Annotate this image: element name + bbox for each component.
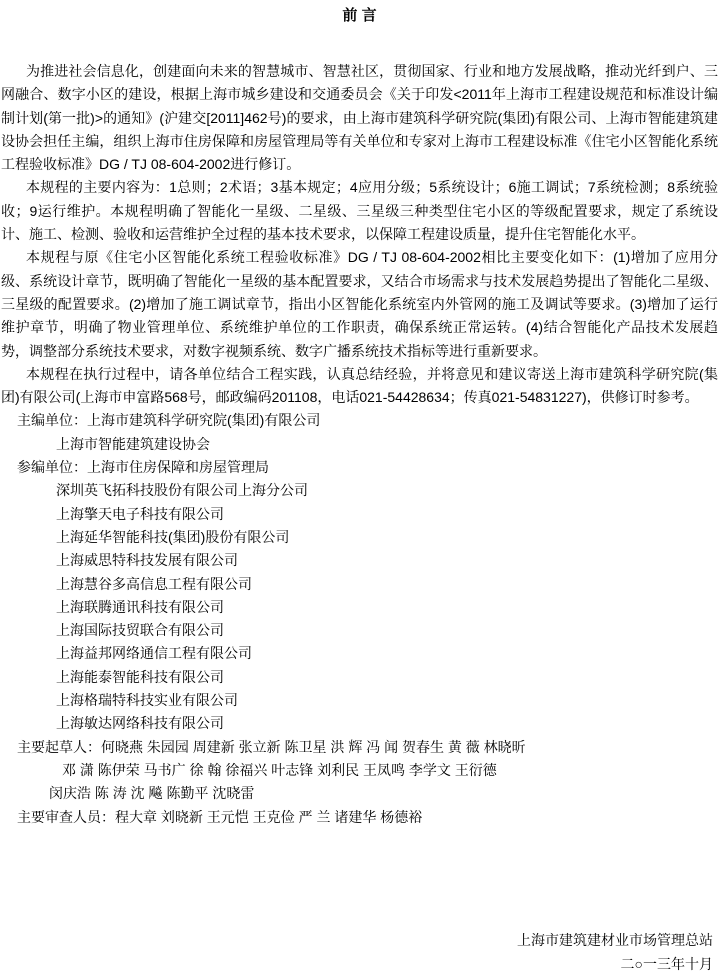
preface-paragraph-3: 本规程与原《住宅小区智能化系统工程验收标准》DG / TJ 08-604-2002相比主要变化如下：(1)增加了应用分级、系统设计章节，既明确了智能化一星级的基本配置要求，又结合市场需求与技术发展趋势提出了智能化二星级、三星级的配置要求。(2)增加了施工调试章节，指出小区智能化系统室内外管网的施工及调试等要求。(3)增加了运行维护章节，明确了物业管理单位、系统维护单位的工作职责，确保系统正常运转。(4)结合智能化产品技术发展趋势，调整部分系统技术要求，对数字视频系统、数字广播系统技术指标等进行重新要求。 bbox=[1, 249, 718, 359]
participating-unit-row: 参编单位：上海市住房保障和房屋管理局 bbox=[17, 459, 269, 476]
participating-unit-row: 上海联腾通讯科技有限公司 bbox=[56, 598, 224, 615]
preface-content bbox=[0, 60, 719, 829]
footer-organization: 上海市建筑建材业市场管理总站 bbox=[517, 932, 713, 948]
main-drafters-row: 邓 潇 陈伊荣 马书广 徐 翰 徐福兴 叶志锋 刘利民 王凤鸣 李学文 王衍德 bbox=[62, 761, 497, 778]
participating-unit-row: 上海能泰智能科技有限公司 bbox=[56, 668, 224, 685]
participating-unit-row: 上海益邦网络通信工程有限公司 bbox=[56, 645, 252, 662]
page-title: 前 言 bbox=[342, 7, 377, 24]
participating-unit-row: 上海延华智能科技(集团)股份有限公司 bbox=[56, 528, 290, 545]
main-drafters-row: 闵庆浩 陈 涛 沈 飚 陈勤平 沈晓雷 bbox=[49, 785, 255, 802]
participating-unit-row: 上海国际技贸联合有限公司 bbox=[56, 622, 224, 639]
main-reviewers-row: 主要审查人员：程大章 刘晓新 王元恺 王克俭 严 兰 诸建华 杨德裕 bbox=[17, 808, 423, 825]
participating-unit-row: 上海敏达网络科技有限公司 bbox=[56, 715, 224, 732]
participating-unit-row: 上海擎天电子科技有限公司 bbox=[56, 505, 224, 522]
participating-unit-row: 上海格瑞特科技实业有限公司 bbox=[56, 692, 238, 709]
preface-paragraph-1: 为推进社会信息化，创建面向未来的智慧城市、智慧社区，贯彻国家、行业和地方发展战略，推动光纤到户、三网融合、数字小区的建设，根据上海市城乡建设和交通委员会《关于印发<2011年上海市工程建设规范和标准设计编制计划(第一批)>的通知》(沪建交[2011]462号)的要求，由上海市建筑科学研究院(集团)有限公司、上海市智能建筑建设协会担任主编，组织上海市住房保障和房屋管理局等有关单位和专家对上海市工程建设标准《住宅小区智能化系统工程验收标准》DG / TJ 08-604-2002进行修订。 bbox=[1, 63, 718, 173]
chief-editor-unit-row: 上海市智能建筑建设协会 bbox=[56, 435, 210, 452]
participating-unit-row: 上海威思特科技发展有限公司 bbox=[56, 552, 238, 569]
participating-unit-row: 上海慧谷多高信息工程有限公司 bbox=[56, 575, 252, 592]
credits-roster bbox=[0, 409, 719, 828]
preface-paragraph-2: 本规程的主要内容为：1总则；2术语；3基本规定；4应用分级；5系统设计；6施工调试；7系统检测；8系统验收；9运行维护。本规程明确了智能化一星级、二星级、三星级三种类型住宅小区的等级配置要求，规定了系统设计、施工、检测、验收和运营维护全过程的基本技术要求，以保障工程建设质量，提升住宅智能化水平。 bbox=[1, 179, 718, 243]
footer-date: 二○一三年十月 bbox=[620, 956, 713, 972]
document-footer bbox=[517, 928, 713, 976]
preface-paragraph-4: 本规程在执行过程中，请各单位结合工程实践，认真总结经验，并将意见和建议寄送上海市建筑科学研究院(集团)有限公司(上海市申富路568号，邮政编码201108，电话021-54428634；传真021-54831227)，供修订时参考。 bbox=[1, 365, 718, 406]
chief-editor-unit-row: 主编单位：上海市建筑科学研究院(集团)有限公司 bbox=[17, 412, 321, 429]
main-drafters-row: 主要起草人：何晓燕 朱园园 周建新 张立新 陈卫星 洪 辉 冯 闻 贺春生 黄 薇 林晓昕 bbox=[17, 738, 526, 755]
participating-unit-row: 深圳英飞拓科技股份有限公司上海分公司 bbox=[56, 482, 308, 499]
